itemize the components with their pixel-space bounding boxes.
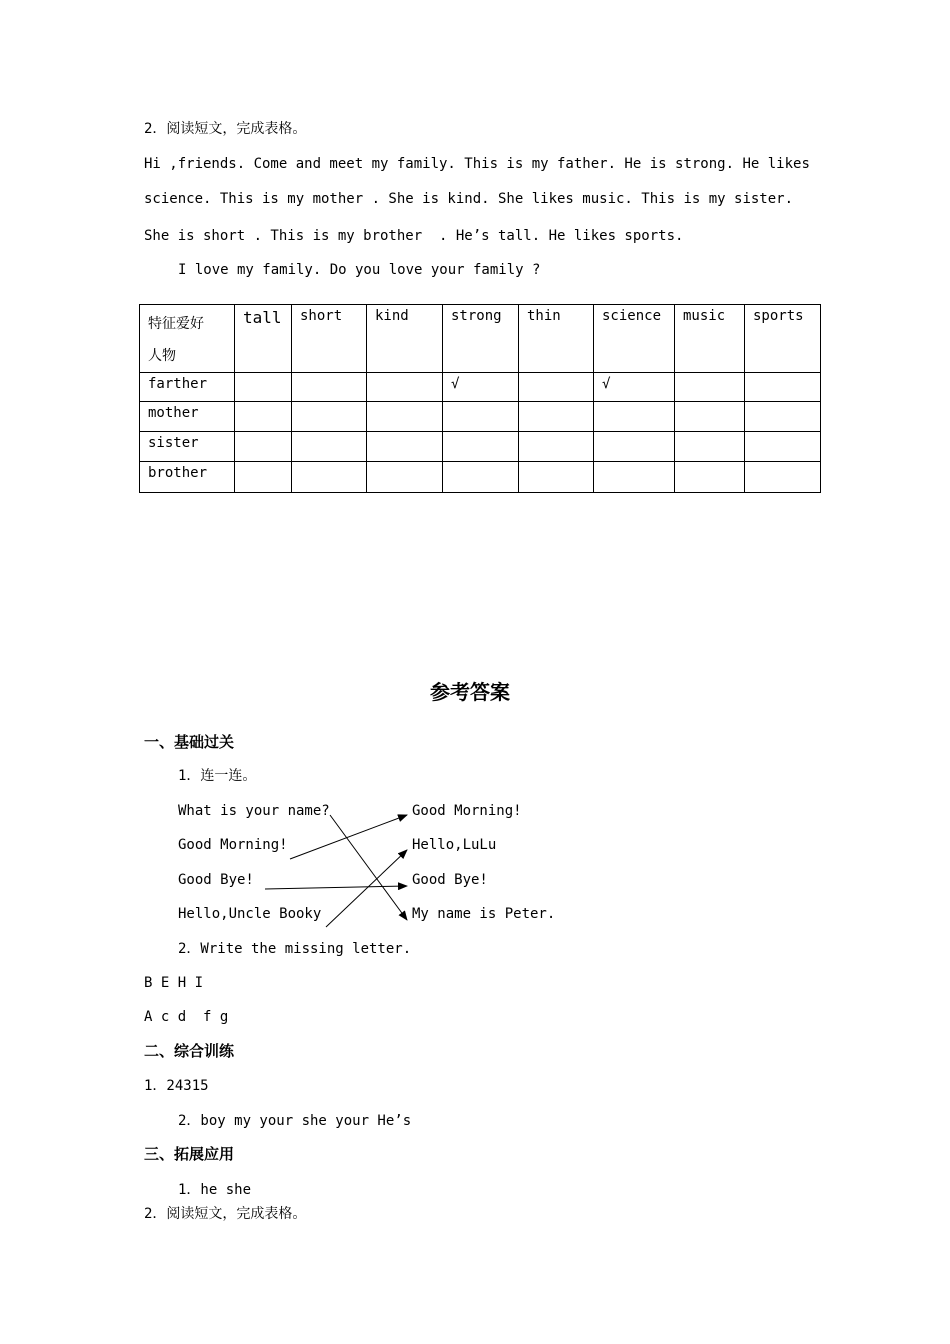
corner-label-2: 人物 bbox=[148, 348, 176, 364]
left-item-4: Hello,Uncle Booky bbox=[178, 906, 322, 922]
match-line-2 bbox=[290, 815, 407, 859]
question-heading: 2．阅读短文，完成表格。 bbox=[144, 121, 307, 137]
s2-answer-2: 2．boy my your she your He’s bbox=[178, 1113, 412, 1129]
s3-answer-1: 1．he she bbox=[178, 1182, 252, 1198]
col-header-strong: strong bbox=[443, 305, 519, 373]
q2-answer-line-1: B E H I bbox=[144, 975, 204, 991]
q2-answer-line-2: A c d f g bbox=[144, 1009, 229, 1025]
col-header-tall: tall bbox=[235, 305, 292, 373]
left-item-1: What is your name? bbox=[178, 803, 330, 819]
row-name: farther bbox=[140, 373, 235, 402]
left-item-2: Good Morning! bbox=[178, 837, 288, 853]
passage-line-3: She is short . This is my brother . He’s tall. He likes sports. bbox=[144, 228, 684, 244]
check-mark: √ bbox=[594, 373, 675, 402]
right-item-4: My name is Peter. bbox=[412, 906, 556, 922]
passage-line-4: I love my family. Do you love your family ? bbox=[178, 262, 541, 278]
section-heading-1: 一、基础过关 bbox=[144, 733, 235, 751]
check-mark: √ bbox=[443, 373, 519, 402]
col-header-kind: kind bbox=[367, 305, 443, 373]
q1-label: 1．连一连。 bbox=[178, 768, 257, 784]
row-name: brother bbox=[140, 462, 235, 493]
passage-line-2: science. This is my mother . She is kind. She likes music. This is my sister. bbox=[144, 191, 794, 207]
left-item-3: Good Bye! bbox=[178, 872, 254, 888]
match-line-1 bbox=[330, 815, 407, 920]
q2-label: 2．Write the missing letter. bbox=[178, 941, 412, 957]
col-header-science: science bbox=[594, 305, 675, 373]
col-header-thin: thin bbox=[519, 305, 594, 373]
right-item-1: Good Morning! bbox=[412, 803, 522, 819]
row-name: sister bbox=[140, 432, 235, 462]
col-header-music: music bbox=[675, 305, 745, 373]
passage-line-1: Hi ,friends. Come and meet my family. This is my father. He is strong. He likes bbox=[144, 156, 810, 172]
s2-answer-1: 1．24315 bbox=[144, 1078, 209, 1094]
row-name: mother bbox=[140, 402, 235, 432]
section-heading-3: 三、拓展应用 bbox=[144, 1145, 235, 1163]
answers-title: 参考答案 bbox=[430, 680, 510, 704]
match-line-3 bbox=[265, 886, 407, 889]
s3-answer-2: 2．阅读短文，完成表格。 bbox=[144, 1206, 307, 1222]
section-heading-2: 二、综合训练 bbox=[144, 1042, 235, 1060]
col-header-sports: sports bbox=[745, 305, 821, 373]
match-line-4 bbox=[326, 850, 407, 927]
right-item-2: Hello,LuLu bbox=[412, 837, 497, 853]
right-item-3: Good Bye! bbox=[412, 872, 488, 888]
corner-label-1: 特征爱好 bbox=[148, 316, 204, 332]
col-header-short: short bbox=[292, 305, 367, 373]
